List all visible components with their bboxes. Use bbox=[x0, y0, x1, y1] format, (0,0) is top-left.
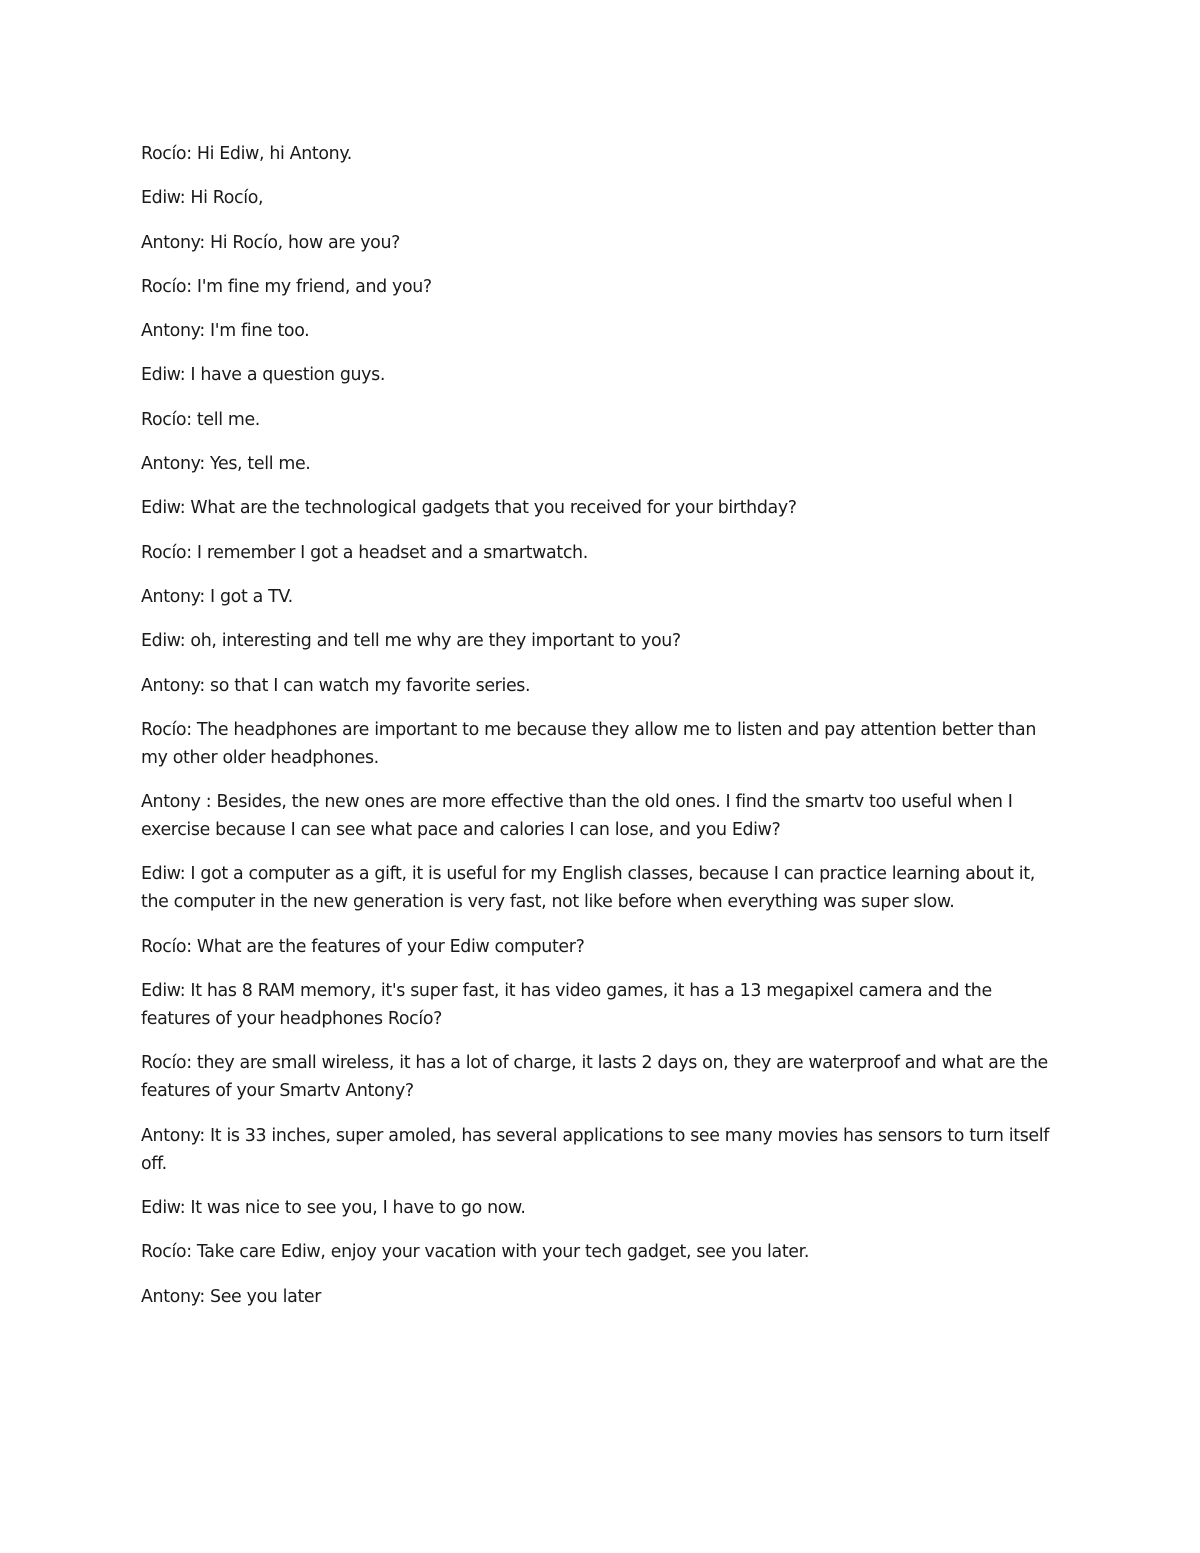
dialogue-line: Antony: so that I can watch my favorite series. bbox=[141, 675, 531, 696]
dialogue-line: Antony : Besides, the new ones are more effective than the old ones. I find the smartv too useful when I exercise because I can see what pace and calories I can lose, and you Ediw? bbox=[141, 792, 1013, 841]
dialogue-line: Rocío: The headphones are important to me because they allow me to listen and pay attention better than my other older headphones. bbox=[141, 719, 1037, 768]
dialogue-body bbox=[141, 140, 1061, 1327]
dialogue-line: Ediw: Hi Rocío, bbox=[141, 188, 264, 209]
dialogue-line: Ediw: I got a computer as a gift, it is useful for my English classes, because I can practice learning about it, the computer in the new generation is very fast, not like before when everything was super slow. bbox=[141, 864, 1035, 913]
dialogue-line: Ediw: I have a question guys. bbox=[141, 365, 386, 386]
dialogue-line: Antony: I got a TV. bbox=[141, 586, 293, 607]
dialogue-line: Rocío: they are small wireless, it has a lot of charge, it lasts 2 days on, they are waterproof and what are the features of your Smartv Antony? bbox=[141, 1053, 1048, 1102]
dialogue-line: Antony: Hi Rocío, how are you? bbox=[141, 232, 401, 253]
dialogue-line: Ediw: oh, interesting and tell me why are they important to you? bbox=[141, 631, 681, 652]
dialogue-line: Ediw: It was nice to see you, I have to go now. bbox=[141, 1197, 526, 1218]
dialogue-line: Antony: It is 33 inches, super amoled, has several applications to see many movies has sensors to turn itself off. bbox=[141, 1125, 1050, 1174]
dialogue-line: Antony: I'm fine too. bbox=[141, 321, 310, 342]
dialogue-line: Rocío: I remember I got a headset and a smartwatch. bbox=[141, 542, 588, 563]
dialogue-line: Rocío: What are the features of your Ediw computer? bbox=[141, 936, 585, 957]
dialogue-line: Rocío: I'm fine my friend, and you? bbox=[141, 276, 432, 297]
dialogue-line: Rocío: Hi Ediw, hi Antony. bbox=[141, 144, 352, 164]
dialogue-line: Ediw: What are the technological gadgets that you received for your birthday? bbox=[141, 498, 797, 519]
dialogue-line: Rocío: Take care Ediw, enjoy your vacation with your tech gadget, see you later. bbox=[141, 1242, 810, 1263]
dialogue-line: Ediw: It has 8 RAM memory, it's super fast, it has video games, it has a 13 megapixel camera and the features of your headphones Rocío? bbox=[141, 981, 992, 1030]
dialogue-line: Rocío: tell me. bbox=[141, 409, 260, 430]
dialogue-line: Antony: Yes, tell me. bbox=[141, 454, 311, 475]
dialogue-line: Antony: See you later bbox=[141, 1286, 322, 1307]
